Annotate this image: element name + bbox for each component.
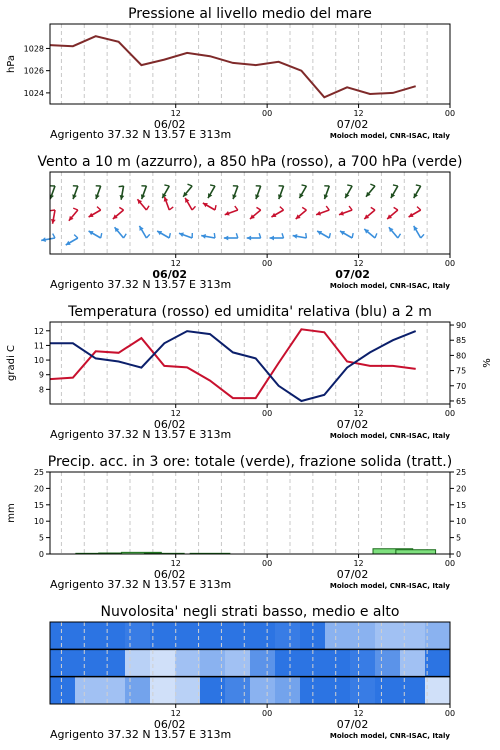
cloud-cell (325, 677, 351, 704)
date-label: 07/02 (336, 568, 369, 581)
barb-feather (74, 235, 78, 238)
barb-feather (124, 234, 127, 238)
y-tick-label: 20 (456, 484, 467, 494)
barb-feather (375, 233, 377, 238)
barb-feather (192, 206, 195, 210)
cloud-cell (75, 622, 101, 649)
cloud-cell (275, 649, 301, 676)
cloud-cell (125, 649, 151, 676)
cloud-cell (325, 622, 351, 649)
y-tick-label: 10 (456, 517, 467, 527)
location-label: Agrigento 37.32 N 13.57 E 313m (50, 278, 232, 291)
date-label: 07/02 (336, 418, 369, 431)
precip-bar (396, 550, 436, 554)
wind-barb-700 (183, 184, 192, 197)
cloud-cell (425, 649, 451, 676)
cloud-cell (100, 649, 126, 676)
credit-label: Moloch model, CNR-ISAC, Italy (329, 432, 450, 440)
cloud-cell (125, 622, 151, 649)
wind-barb-700 (208, 185, 215, 198)
wind-barb-10m (179, 232, 192, 238)
x-tick-label: 00 (262, 109, 273, 118)
barb-head (224, 236, 228, 241)
wind-barb-10m (389, 227, 401, 238)
location-label: Agrigento 37.32 N 13.57 E 313m (50, 728, 232, 741)
cloud-cell (225, 649, 251, 676)
wind-barb-850 (203, 203, 216, 210)
chart-title: Pressione al livello medio del mare (128, 6, 372, 22)
cloud-cell (225, 677, 251, 704)
wind-barb-10m (41, 234, 55, 242)
panel-3 (6, 304, 493, 441)
wind-barb-850 (250, 207, 261, 219)
cloud-cell (325, 649, 351, 676)
x-tick-label: 00 (444, 259, 456, 268)
barb-feather (394, 207, 398, 210)
cloud-cell (225, 622, 251, 649)
wind-barb-700 (162, 185, 169, 198)
y-tick-label: 80 (456, 351, 467, 361)
wind-barb-850 (339, 206, 352, 215)
wind-barb-700 (324, 186, 330, 199)
location-label: Agrigento 37.32 N 13.57 E 313m (50, 578, 232, 591)
barb-feather (169, 233, 170, 238)
cloud-cell (250, 649, 276, 676)
panel-5 (50, 604, 455, 741)
cloud-cell (150, 622, 176, 649)
cloud-cell (350, 677, 376, 704)
x-tick-label: 00 (444, 409, 456, 418)
wind-barb-700 (278, 186, 284, 199)
barb-feather (73, 208, 78, 210)
wind-barb-10m (317, 231, 330, 238)
barb-feather (306, 233, 307, 238)
wind-barb-850 (296, 207, 307, 219)
cloud-cell (175, 622, 201, 649)
wind-barb-700 (391, 185, 398, 198)
barb-feather (398, 234, 401, 238)
barb-feather (347, 185, 352, 186)
y-axis-label: gradi C (6, 345, 17, 381)
y-axis-label: mm (6, 503, 17, 523)
date-label: 07/02 (335, 268, 370, 281)
barb-feather (188, 184, 193, 186)
x-tick-label: 12 (353, 409, 364, 418)
barb-feather (370, 184, 375, 186)
wind-barb-10m (247, 233, 261, 240)
cloud-cell (275, 622, 301, 649)
credit-label: Moloch model, CNR-ISAC, Italy (329, 132, 450, 140)
wind-barb-850 (364, 207, 375, 219)
x-tick-label: 00 (262, 709, 273, 718)
panel-1 (6, 6, 455, 141)
y-tick-label: 85 (456, 336, 467, 346)
barb-feather (119, 207, 123, 210)
x-tick-label: 00 (262, 259, 273, 268)
cloud-cell (350, 649, 376, 676)
wind-barb-850 (69, 208, 78, 221)
y-tick-label: 10 (33, 517, 44, 527)
wind-barb-850 (185, 198, 195, 210)
cloud-cell (375, 677, 401, 704)
pressure-line (50, 36, 416, 97)
wind-barb-10m (270, 233, 284, 240)
plot-frame (50, 172, 450, 254)
cloud-cell (425, 622, 451, 649)
wind-barb-700 (345, 185, 352, 198)
barb-feather (169, 207, 173, 210)
wind-barb-850 (113, 207, 124, 219)
barb-feather (352, 233, 353, 238)
y-tick-label: 20 (33, 484, 44, 494)
y-tick-label: 0 (456, 550, 462, 559)
chart-title: Vento a 10 m (azzurro), a 850 hPa (rosso), a 700 hPa (verde) (37, 154, 463, 170)
wind-barb-10m (364, 229, 377, 238)
y-tick-label: 90 (456, 321, 467, 331)
y-tick-label: 5 (38, 533, 44, 543)
location-label: Agrigento 37.32 N 13.57 E 313m (50, 428, 232, 441)
x-tick-label: 12 (170, 409, 181, 418)
y-tick-label: 10 (33, 356, 44, 366)
barb-feather (119, 186, 124, 187)
wind-barb-10m (115, 227, 127, 238)
y-tick-label: 8 (38, 385, 44, 395)
x-tick-label: 00 (444, 109, 456, 118)
x-tick-label: 12 (170, 259, 181, 268)
barb-feather (280, 207, 284, 210)
barb-feather (146, 206, 149, 210)
humidity-line (50, 331, 416, 401)
y-tick-label: 12 (33, 326, 44, 336)
date-label: 06/02 (153, 418, 186, 431)
barb-feather (53, 234, 55, 238)
cloud-cell (425, 677, 451, 704)
cloud-cell (375, 622, 401, 649)
barb-feather (215, 205, 216, 210)
y-tick-label: 65 (456, 396, 467, 406)
cloud-cell (150, 677, 176, 704)
wind-barb-850 (271, 207, 283, 217)
plot-frame (50, 322, 450, 404)
barb-feather (214, 233, 215, 238)
wind-barb-10m (139, 226, 149, 238)
wind-barb-10m (201, 233, 215, 239)
x-tick-label: 12 (170, 109, 181, 118)
wind-barb-700 (299, 185, 306, 198)
cloud-cell (275, 677, 301, 704)
y-tick-label: 15 (456, 500, 467, 510)
wind-barb-700 (232, 186, 238, 199)
wind-barb-850 (225, 206, 238, 215)
barb-feather (302, 207, 306, 210)
wind-barb-700 (141, 186, 147, 199)
cloud-cell (350, 622, 376, 649)
wind-barb-10m (157, 231, 170, 238)
barb-feather (329, 233, 330, 238)
barb-feather (371, 207, 375, 210)
wind-barb-850 (409, 207, 421, 217)
wind-barb-850 (89, 207, 101, 217)
date-label: 06/02 (152, 268, 188, 281)
y-tick-label: 70 (456, 381, 467, 391)
barb-head (270, 236, 274, 241)
cloud-cell (50, 649, 76, 676)
y-tick-label: 75 (456, 366, 467, 376)
wind-barb-10m (89, 231, 102, 238)
barb-feather (302, 185, 307, 186)
barb-feather (393, 185, 398, 186)
date-label: 06/02 (153, 568, 186, 581)
y-tick-label: 1028 (23, 44, 44, 54)
cloud-cell (375, 649, 401, 676)
barb-feather (326, 206, 329, 210)
date-label: 06/02 (153, 718, 186, 731)
wind-barb-700 (255, 186, 261, 199)
y-tick-label: 25 (33, 468, 44, 477)
barb-feather (417, 207, 421, 210)
barb-feather (210, 185, 215, 186)
credit-label: Moloch model, CNR-ISAC, Italy (329, 582, 450, 590)
y-tick-label: 9 (38, 370, 44, 380)
date-label: 06/02 (153, 118, 186, 131)
chart-title: Precip. acc. in 3 ore: totale (verde), frazione solida (tratt.) (47, 454, 453, 470)
date-label: 07/02 (336, 718, 369, 731)
cloud-cell (175, 649, 201, 676)
wind-barb-850 (316, 206, 329, 215)
wind-barb-850 (50, 210, 56, 224)
cloud-cell (175, 677, 201, 704)
x-tick-label: 12 (353, 259, 364, 268)
x-tick-label: 12 (353, 559, 364, 568)
y-tick-label: 11 (33, 341, 44, 351)
y-tick-label: 0 (38, 550, 44, 559)
plot-frame (50, 472, 450, 554)
barb-feather (146, 234, 149, 238)
cloud-cell (100, 677, 126, 704)
cloud-cell (75, 649, 101, 676)
chart-title: Temperatura (rosso) ed umidita' relativa (blu) a 2 m (68, 304, 432, 320)
cloud-cell (75, 677, 101, 704)
barb-feather (256, 207, 260, 210)
x-tick-label: 00 (262, 559, 273, 568)
cloud-cell (125, 677, 151, 704)
x-tick-label: 00 (262, 409, 273, 418)
panel-2 (37, 154, 462, 291)
chart-title: Nuvolosita' negli strati basso, medio e alto (100, 604, 400, 620)
wind-barb-700 (95, 186, 101, 199)
wind-barb-700 (414, 185, 421, 198)
wind-barb-10m (293, 233, 307, 239)
barb-feather (50, 210, 55, 211)
wind-barb-850 (137, 199, 149, 210)
wind-barb-10m (340, 231, 353, 238)
y-tick-label: 1024 (23, 88, 44, 98)
barb-feather (235, 206, 238, 210)
barb-feather (349, 206, 352, 210)
x-tick-label: 12 (353, 709, 364, 718)
wind-barb-850 (387, 207, 398, 219)
credit-label: Moloch model, CNR-ISAC, Italy (329, 732, 450, 740)
wind-barb-700 (119, 186, 125, 200)
barb-feather (416, 185, 421, 186)
date-label: 07/02 (336, 118, 369, 131)
location-label: Agrigento 37.32 N 13.57 E 313m (50, 128, 232, 141)
y-axis-label: hPa (6, 54, 17, 74)
temperature-line (50, 329, 416, 398)
x-tick-label: 00 (444, 709, 456, 718)
wind-barb-700 (366, 184, 375, 197)
y-axis-label: % (482, 358, 493, 368)
barb-feather (421, 234, 424, 238)
cloud-cell (100, 622, 126, 649)
barb-feather (164, 185, 169, 186)
panel-4 (6, 454, 466, 591)
wind-barb-10m (414, 226, 424, 238)
y-tick-label: 5 (456, 533, 462, 543)
barb-head (247, 236, 251, 241)
wind-barb-850 (164, 197, 173, 210)
cloud-cell (250, 677, 276, 704)
cloud-cell (250, 622, 276, 649)
y-tick-label: 15 (33, 500, 44, 510)
barb-feather (97, 207, 101, 210)
y-tick-label: 1026 (23, 66, 44, 76)
x-tick-label: 12 (170, 559, 181, 568)
wind-barb-10m (66, 235, 78, 245)
cloud-cell (150, 649, 176, 676)
x-tick-label: 00 (444, 559, 456, 568)
x-tick-label: 12 (170, 709, 181, 718)
y-tick-label: 25 (456, 468, 467, 477)
barb-feather (101, 233, 102, 238)
cloud-cell (50, 677, 76, 704)
wind-barb-700 (72, 186, 78, 199)
wind-barb-10m (224, 233, 238, 240)
credit-label: Moloch model, CNR-ISAC, Italy (329, 282, 450, 290)
cloud-cell (50, 622, 76, 649)
x-tick-label: 12 (353, 109, 364, 118)
